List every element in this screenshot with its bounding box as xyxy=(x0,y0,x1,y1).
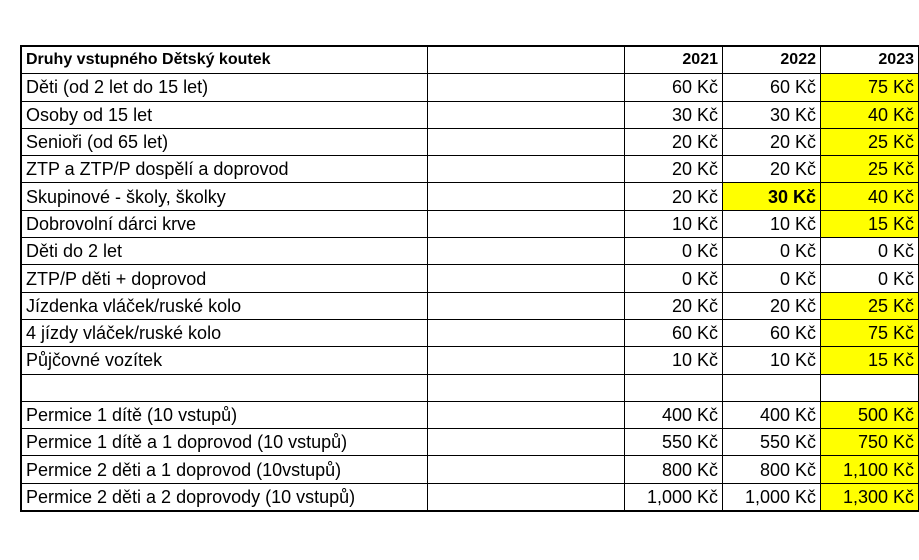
row-value-2021: 20 Kč xyxy=(625,292,723,319)
row-value-2021: 30 Kč xyxy=(625,101,723,128)
row-value-2021: 60 Kč xyxy=(625,74,723,101)
row-value-2022: 60 Kč xyxy=(723,74,821,101)
row-name-cell: ZTP a ZTP/P dospělí a doprovod xyxy=(22,156,428,183)
row-name-cell: Děti do 2 let xyxy=(22,238,428,265)
row-name-cell xyxy=(22,374,428,401)
row-empty-cell xyxy=(428,292,625,319)
header-year-2022: 2022 xyxy=(723,47,821,74)
row-value-2021: 0 Kč xyxy=(625,238,723,265)
row-empty-cell xyxy=(428,265,625,292)
table-row xyxy=(22,483,919,510)
row-empty-cell xyxy=(428,238,625,265)
row-name-cell: Permice 1 dítě a 1 doprovod (10 vstupů) xyxy=(22,429,428,456)
row-value-2023: 1,300 Kč xyxy=(821,483,919,510)
row-value-2023: 25 Kč xyxy=(821,156,919,183)
row-value-2021: 0 Kč xyxy=(625,265,723,292)
table-row xyxy=(22,238,919,265)
row-value-2021: 20 Kč xyxy=(625,128,723,155)
row-value-2022: 550 Kč xyxy=(723,429,821,456)
row-name-cell: Senioři (od 65 let) xyxy=(22,128,428,155)
table-row xyxy=(22,74,919,101)
row-value-2023: 1,100 Kč xyxy=(821,456,919,483)
row-value-2023: 75 Kč xyxy=(821,319,919,346)
row-value-2022 xyxy=(723,374,821,401)
row-value-2021 xyxy=(625,374,723,401)
row-name-cell: Permice 2 děti a 2 doprovody (10 vstupů) xyxy=(22,483,428,510)
row-empty-cell xyxy=(428,483,625,510)
table-row xyxy=(22,156,919,183)
row-value-2022: 30 Kč xyxy=(723,183,821,210)
table-row xyxy=(22,456,919,483)
row-empty-cell xyxy=(428,319,625,346)
table-row xyxy=(22,265,919,292)
row-value-2023: 40 Kč xyxy=(821,101,919,128)
table-row xyxy=(22,319,919,346)
header-row xyxy=(22,47,919,74)
table-row xyxy=(22,374,919,401)
row-name-cell: Skupinové - školy, školky xyxy=(22,183,428,210)
row-empty-cell xyxy=(428,101,625,128)
row-value-2021: 800 Kč xyxy=(625,456,723,483)
row-empty-cell xyxy=(428,401,625,428)
row-empty-cell xyxy=(428,456,625,483)
row-name-cell: Děti (od 2 let do 15 let) xyxy=(22,74,428,101)
row-empty-cell xyxy=(428,210,625,237)
price-table-body xyxy=(22,47,919,511)
row-empty-cell xyxy=(428,183,625,210)
row-value-2023: 0 Kč xyxy=(821,265,919,292)
table-row xyxy=(22,401,919,428)
row-value-2022: 20 Kč xyxy=(723,128,821,155)
row-value-2021: 10 Kč xyxy=(625,347,723,374)
row-value-2023: 15 Kč xyxy=(821,210,919,237)
row-value-2023: 40 Kč xyxy=(821,183,919,210)
row-value-2021: 10 Kč xyxy=(625,210,723,237)
row-value-2023 xyxy=(821,374,919,401)
row-value-2021: 550 Kč xyxy=(625,429,723,456)
row-name-cell: Dobrovolní dárci krve xyxy=(22,210,428,237)
row-value-2022: 20 Kč xyxy=(723,292,821,319)
row-value-2023: 25 Kč xyxy=(821,292,919,319)
row-value-2021: 400 Kč xyxy=(625,401,723,428)
row-name-cell: Permice 2 děti a 1 doprovod (10vstupů) xyxy=(22,456,428,483)
row-value-2022: 0 Kč xyxy=(723,265,821,292)
row-value-2022: 400 Kč xyxy=(723,401,821,428)
row-value-2023: 75 Kč xyxy=(821,74,919,101)
row-value-2023: 25 Kč xyxy=(821,128,919,155)
row-value-2023: 750 Kč xyxy=(821,429,919,456)
table-row xyxy=(22,101,919,128)
row-empty-cell xyxy=(428,156,625,183)
row-name-cell: Osoby od 15 let xyxy=(22,101,428,128)
header-empty-cell xyxy=(428,47,625,74)
row-name-cell: Permice 1 dítě (10 vstupů) xyxy=(22,401,428,428)
row-name-cell: 4 jízdy vláček/ruské kolo xyxy=(22,319,428,346)
table-row xyxy=(22,292,919,319)
row-value-2021: 20 Kč xyxy=(625,183,723,210)
row-value-2022: 20 Kč xyxy=(723,156,821,183)
row-name-cell: Půjčovné vozítek xyxy=(22,347,428,374)
row-empty-cell xyxy=(428,374,625,401)
row-value-2021: 20 Kč xyxy=(625,156,723,183)
header-title: Druhy vstupného Dětský koutek xyxy=(22,47,428,74)
row-empty-cell xyxy=(428,128,625,155)
row-name-cell: Jízdenka vláček/ruské kolo xyxy=(22,292,428,319)
row-value-2022: 30 Kč xyxy=(723,101,821,128)
table-row xyxy=(22,347,919,374)
header-year-2021: 2021 xyxy=(625,47,723,74)
row-value-2021: 60 Kč xyxy=(625,319,723,346)
row-name-cell: ZTP/P děti + doprovod xyxy=(22,265,428,292)
table-row xyxy=(22,210,919,237)
row-empty-cell xyxy=(428,429,625,456)
row-value-2022: 800 Kč xyxy=(723,456,821,483)
table-row xyxy=(22,183,919,210)
row-value-2022: 60 Kč xyxy=(723,319,821,346)
row-value-2023: 15 Kč xyxy=(821,347,919,374)
row-value-2022: 1,000 Kč xyxy=(723,483,821,510)
table-row xyxy=(22,429,919,456)
row-value-2023: 0 Kč xyxy=(821,238,919,265)
header-year-2023: 2023 xyxy=(821,47,919,74)
row-value-2021: 1,000 Kč xyxy=(625,483,723,510)
row-value-2022: 0 Kč xyxy=(723,238,821,265)
price-table xyxy=(21,46,919,511)
table-row xyxy=(22,128,919,155)
row-empty-cell xyxy=(428,74,625,101)
row-value-2022: 10 Kč xyxy=(723,347,821,374)
row-value-2023: 500 Kč xyxy=(821,401,919,428)
row-empty-cell xyxy=(428,347,625,374)
row-value-2022: 10 Kč xyxy=(723,210,821,237)
